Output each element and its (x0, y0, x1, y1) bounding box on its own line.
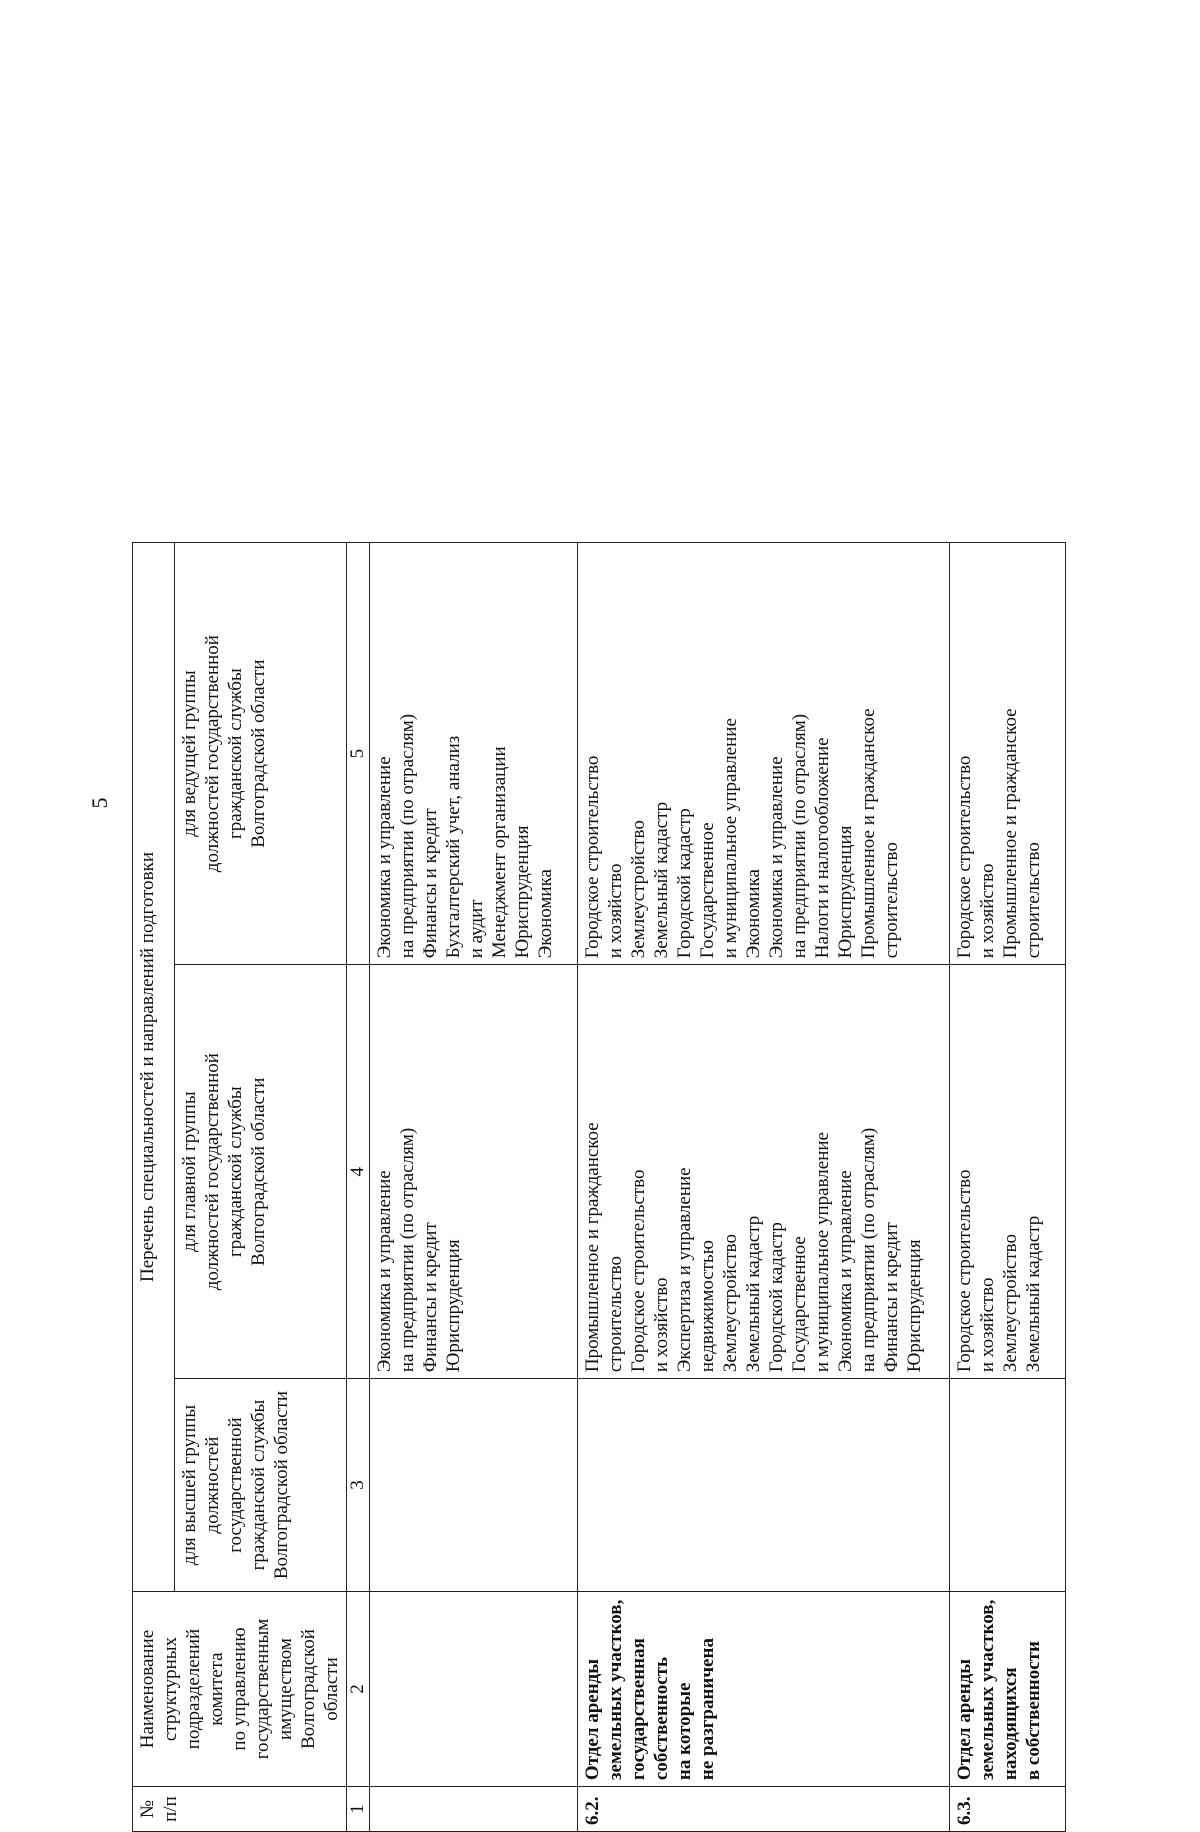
cell-line: Государственное (697, 822, 718, 959)
cell-line: для высшей группы (179, 1404, 201, 1566)
cell-line: Финансы и кредит (420, 1222, 441, 1373)
row-main-group (578, 965, 950, 1379)
cell-line: государственной (225, 1417, 247, 1553)
row-unit-name (578, 1591, 950, 1786)
cell-line: должностей государственной (202, 635, 224, 873)
cell-line: комитета (206, 1652, 227, 1726)
cell-line: Экономика и управление (374, 1170, 395, 1373)
cell-line: Земельный кадастр (743, 1215, 764, 1373)
cell-line: Волгоградской области (271, 1390, 293, 1580)
header-high-group (175, 1379, 347, 1592)
cell-line: Юриспруденция (443, 1239, 464, 1373)
cell-line: Экономика и управление (835, 1170, 856, 1373)
page-number: 5 (87, 797, 112, 809)
cell-line: Юриспруденция (835, 825, 856, 959)
column-number: 1 (347, 1787, 370, 1832)
cell-line: Землеустройство (628, 820, 649, 959)
row-lead-group (370, 543, 578, 965)
column-number: 2 (347, 1591, 370, 1786)
column-number: 3 (347, 1379, 370, 1592)
rotated-table-wrapper (132, 542, 1082, 1832)
header-main-group (175, 965, 347, 1379)
cell-line: Промышленное и гражданское (1000, 708, 1021, 959)
cell-line: Наименование (137, 1629, 158, 1749)
table-row (578, 543, 950, 1832)
cell-line: Городское строительство (628, 1169, 649, 1373)
cell-line: гражданской службы (225, 668, 247, 839)
table-header (133, 543, 370, 1832)
cell-line: и хозяйство (977, 863, 998, 959)
cell-line: Налоги и налогообложение (812, 737, 833, 959)
cell-line: Городской кадастр (674, 808, 695, 959)
cell-line: подразделений (183, 1628, 204, 1750)
cell-line: для главной группы (179, 1091, 201, 1252)
specialties-table (132, 542, 1066, 1832)
cell-line: Отдел аренды (954, 1658, 975, 1781)
cell-line: на предприятии (по отраслям) (858, 1127, 879, 1373)
cell-line: не разграничена (697, 1638, 718, 1781)
row-number: 6.3. (950, 1787, 1066, 1832)
cell-line: недвижимостью (697, 1240, 718, 1373)
cell-line: Юриспруденция (512, 825, 533, 959)
row-unit-name (950, 1591, 1066, 1786)
cell-line: Городское строительство (954, 755, 975, 959)
cell-line: Экономика и управление (766, 756, 787, 959)
cell-line: для ведущей группы (179, 670, 201, 837)
cell-line: Экспертиза и управление (674, 1167, 695, 1373)
cell-line: строительство (605, 1256, 626, 1373)
cell-line: Юриспруденция (904, 1239, 925, 1373)
cell-line: Менеджмент организации (489, 746, 510, 959)
cell-line: земельных участков, (977, 1599, 998, 1781)
cell-line: Городское строительство (954, 1169, 975, 1373)
cell-line: государственным (252, 1618, 273, 1760)
cell-line: Городской кадастр (766, 1222, 787, 1373)
cell-line: области (321, 1657, 342, 1721)
cell-line: и хозяйство (651, 1277, 672, 1373)
cell-line: гражданской службы (248, 1399, 270, 1571)
cell-line: и хозяйство (605, 863, 626, 959)
cell-line: земельных участков, (605, 1599, 626, 1781)
cell-line: находящихся (1000, 1667, 1021, 1781)
header-lead-group (175, 543, 347, 965)
row-number (370, 1787, 578, 1832)
cell-line: структурных (160, 1636, 181, 1742)
cell-line: строительство (881, 842, 902, 959)
row-high-group (370, 1379, 578, 1592)
cell-line: на которые (674, 1682, 695, 1781)
cell-line: Бухгалтерский учет, анализ (443, 735, 464, 959)
cell-line: Государственное (789, 1236, 810, 1373)
cell-line: государственная (628, 1638, 649, 1781)
cell-line: и хозяйство (977, 1277, 998, 1373)
row-high-group (950, 1379, 1066, 1592)
cell-line: Землеустройство (1000, 1233, 1021, 1373)
cell-line: Промышленное и гражданское (858, 708, 879, 959)
cell-line: Землеустройство (720, 1233, 741, 1373)
row-lead-group (578, 543, 950, 965)
cell-line: Городское строительство (582, 755, 603, 959)
cell-line: на предприятии (по отраслям) (397, 1127, 418, 1373)
cell-line: в собственности (1023, 1641, 1044, 1781)
cell-line: Земельный кадастр (1023, 1215, 1044, 1373)
column-number: 5 (347, 543, 370, 965)
header-num: № п/п (133, 1787, 347, 1832)
table-row (370, 543, 578, 1832)
column-number: 4 (347, 965, 370, 1379)
cell-line: Волгоградской (298, 1629, 319, 1750)
cell-line: и муниципальное управление (812, 1132, 833, 1373)
column-number-row (347, 543, 370, 1832)
cell-line: Волгоградской области (248, 659, 270, 848)
cell-line: Финансы и кредит (881, 1222, 902, 1373)
cell-line: Экономика (535, 869, 556, 959)
cell-line: строительство (1023, 842, 1044, 959)
cell-line: должностей государственной (202, 1053, 224, 1291)
cell-line: на предприятии (по отраслям) (789, 713, 810, 959)
cell-line: Промышленное и гражданское (582, 1122, 603, 1373)
cell-line: и муниципальное управление (720, 718, 741, 959)
row-number: 6.2. (578, 1787, 950, 1832)
cell-line: Волгоградской области (248, 1077, 270, 1266)
cell-line: должностей (202, 1436, 224, 1534)
cell-line: Земельный кадастр (651, 801, 672, 959)
row-main-group (950, 965, 1066, 1379)
row-main-group (370, 965, 578, 1379)
cell-line: Экономика и управление (374, 756, 395, 959)
cell-line: собственность (651, 1656, 672, 1781)
table-row (950, 543, 1066, 1832)
cell-line: Финансы и кредит (420, 808, 441, 959)
header-name (133, 1591, 347, 1786)
header-group-title: Перечень специальностей и направлений подготовки (133, 543, 175, 1592)
row-unit-name (370, 1591, 578, 1786)
cell-line: гражданской службы (225, 1086, 247, 1258)
cell-line: на предприятии (по отраслям) (397, 713, 418, 959)
row-lead-group (950, 543, 1066, 965)
cell-line: имуществом (275, 1638, 296, 1741)
cell-line: Отдел аренды (582, 1658, 603, 1781)
cell-line: Экономика (743, 869, 764, 959)
cell-line: по управлению (229, 1627, 250, 1751)
table-body (370, 543, 1066, 1832)
cell-line: и аудит (466, 899, 487, 959)
row-high-group (578, 1379, 950, 1592)
